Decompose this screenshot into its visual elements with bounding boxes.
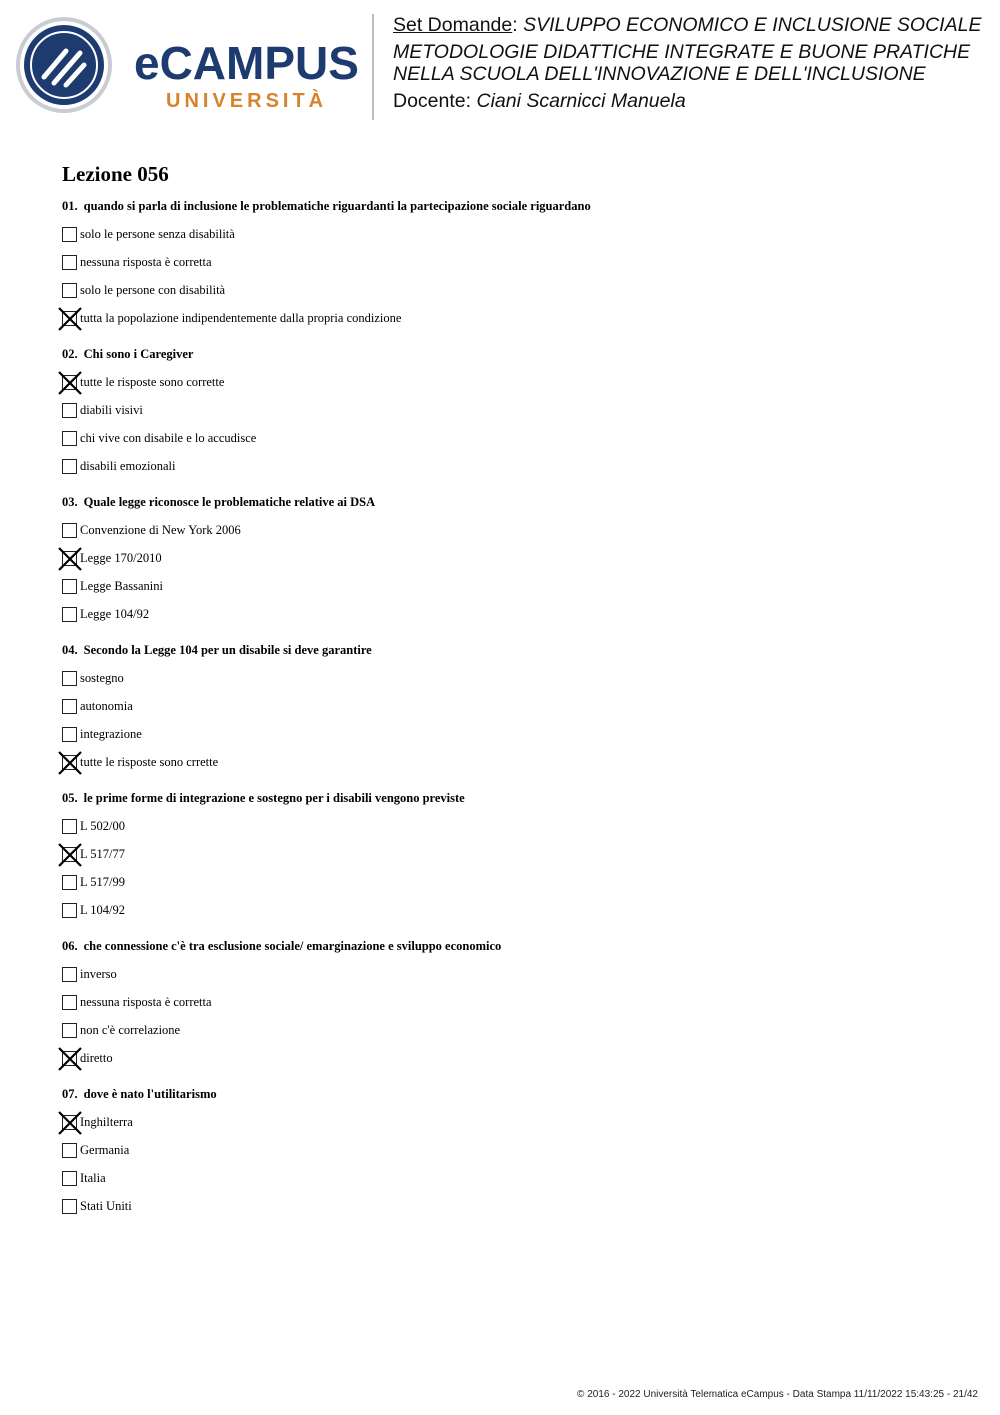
question-text [62,492,962,512]
answer-option[interactable] [62,276,962,304]
answer-option[interactable] [62,1016,962,1044]
answer-checkbox-checked[interactable] [62,755,77,770]
answer-checkbox[interactable] [62,875,77,890]
answer-checkbox[interactable] [62,671,77,686]
question-list [62,196,962,1232]
answer-label: nessuna risposta è corretta [80,994,212,1009]
answer-option[interactable] [62,572,962,600]
cross-mark-icon [57,842,83,868]
answer-option[interactable] [62,988,962,1016]
answer-checkbox[interactable] [62,995,77,1010]
answer-option[interactable] [62,896,962,924]
question-number: 06. [62,939,78,953]
answer-label: Stati Uniti [80,1198,132,1213]
logo-subtitle: UNIVERSITÀ [166,90,328,112]
answer-label: tutta la popolazione indipendentemente dalla propria condizione [80,310,402,325]
answer-option[interactable] [62,1164,962,1192]
question-block [62,196,962,332]
answer-option[interactable] [62,220,962,248]
answer-checkbox[interactable] [62,431,77,446]
cross-mark-icon [57,1110,83,1136]
question-block [62,640,962,776]
docente-name: Ciani Scarnicci Manuela [476,90,686,112]
answer-checkbox[interactable] [62,1143,77,1158]
question-label: Quale legge riconosce le problematiche relative ai DSA [83,495,376,509]
answer-label: non c'è correlazione [80,1022,181,1037]
answer-checkbox[interactable] [62,459,77,474]
page-footer: © 2016 - 2022 Università Telematica eCampus - Data Stampa 11/11/2022 15:43:25 - 21/42 [577,1389,978,1400]
answer-label: diabili visivi [80,402,143,417]
answer-label: tutte le risposte sono corrette [80,374,225,389]
answer-checkbox[interactable] [62,699,77,714]
answer-checkbox[interactable] [62,903,77,918]
question-block [62,936,962,1072]
question-block [62,492,962,628]
answer-label: inverso [80,966,117,981]
answer-label: solo le persone senza disabilità [80,226,235,241]
set-label: Set Domande [393,14,513,36]
question-block [62,344,962,480]
question-number: 01. [62,199,78,213]
answer-checkbox[interactable] [62,255,77,270]
question-number: 07. [62,1087,78,1101]
answer-checkbox-checked[interactable] [62,1051,77,1066]
docente-line: Docente: Ciani Scarnicci Manuela [393,90,686,112]
answer-label: solo le persone con disabilità [80,282,226,297]
question-block [62,788,962,924]
answer-option[interactable] [62,248,962,276]
answer-checkbox[interactable] [62,727,77,742]
answer-checkbox[interactable] [62,523,77,538]
answer-label: diretto [80,1050,113,1065]
cross-mark-icon [57,546,83,572]
answer-label: sostegno [80,670,124,685]
set-subtitle-line-2: NELLA SCUOLA DELL'INNOVAZIONE E DELL'INCLUSIONE [393,63,926,85]
answer-label: Italia [80,1170,106,1185]
question-label: dove è nato l'utilitarismo [83,1087,217,1101]
answer-checkbox[interactable] [62,819,77,834]
question-number: 05. [62,791,78,805]
question-label: le prime forme di integrazione e sostegno per i disabili vengono previste [83,791,465,805]
answer-checkbox[interactable] [62,967,77,982]
header-divider [372,14,374,120]
cross-mark-icon [57,1046,83,1072]
answer-checkbox[interactable] [62,227,77,242]
question-label: quando si parla di inclusione le problematiche riguardanti la partecipazione sociale riguardano [83,199,591,213]
answer-option[interactable] [62,396,962,424]
question-text [62,196,962,216]
answer-label: Legge 104/92 [80,606,150,621]
question-number: 04. [62,643,78,657]
answer-checkbox-checked[interactable] [62,847,77,862]
answer-label: nessuna risposta è corretta [80,254,212,269]
answer-option[interactable] [62,868,962,896]
logo-wordmark: eCAMPUS [134,37,359,89]
answer-checkbox[interactable] [62,1171,77,1186]
answer-option[interactable] [62,424,962,452]
answer-label: autonomia [80,698,133,713]
set-title-line: Set Domande: SVILUPPO ECONOMICO E INCLUSIONE SOCIALE [393,14,982,36]
header-info [393,14,993,112]
question-label: Secondo la Legge 104 per un disabile si deve garantire [83,643,372,657]
answer-checkbox[interactable] [62,283,77,298]
cross-mark-icon [57,750,83,776]
answer-option[interactable] [62,368,962,396]
answer-label: L 517/77 [80,846,126,861]
ecampus-logo [14,15,359,115]
answer-checkbox-checked[interactable] [62,311,77,326]
question-text [62,344,962,364]
question-text [62,936,962,956]
answer-label: disabili emozionali [80,458,176,473]
answer-label: integrazione [80,726,142,741]
answer-label: tutte le risposte sono crrette [80,754,219,769]
answer-label: L 517/99 [80,874,126,889]
answer-option[interactable] [62,1136,962,1164]
answer-checkbox-checked[interactable] [62,375,77,390]
answer-checkbox[interactable] [62,607,77,622]
answer-option[interactable] [62,304,962,332]
answer-checkbox[interactable] [62,1199,77,1214]
answer-label: Convenzione di New York 2006 [80,522,241,537]
question-text [62,640,962,660]
answer-option[interactable] [62,600,962,628]
answer-option[interactable] [62,692,962,720]
answer-checkbox[interactable] [62,403,77,418]
question-block [62,1084,962,1220]
page-header [0,0,1000,130]
set-subtitle-line-1: METODOLOGIE DIDATTICHE INTEGRATE E BUONE PRATICHE [393,41,971,63]
docente-label: Docente [393,90,466,112]
question-label: Chi sono i Caregiver [83,347,194,361]
answer-option[interactable] [62,748,962,776]
answer-option[interactable] [62,516,962,544]
answer-checkbox-checked[interactable] [62,551,77,566]
answer-option[interactable] [62,720,962,748]
answer-label: L 104/92 [80,902,126,917]
cross-mark-icon [57,370,83,396]
set-title: SVILUPPO ECONOMICO E INCLUSIONE SOCIALE [523,14,982,36]
question-label: che connessione c'è tra esclusione sociale/ emarginazione e sviluppo economico [83,939,502,953]
lesson-title: Lezione 056 [62,162,169,186]
answer-option[interactable] [62,960,962,988]
answer-checkbox-checked[interactable] [62,1115,77,1130]
answer-label: L 502/00 [80,818,126,833]
question-number: 02. [62,347,78,361]
question-text [62,788,962,808]
answer-option[interactable] [62,1192,962,1220]
answer-label: Inghilterra [80,1114,133,1129]
answer-label: Legge 170/2010 [80,550,162,565]
question-number: 03. [62,495,78,509]
answer-label: Germania [80,1142,130,1157]
answer-option[interactable] [62,544,962,572]
answer-option[interactable] [62,452,962,480]
answer-option[interactable] [62,812,962,840]
answer-option[interactable] [62,664,962,692]
question-text [62,1084,962,1104]
answer-option[interactable] [62,1108,962,1136]
answer-checkbox[interactable] [62,1023,77,1038]
answer-label: Legge Bassanini [80,578,163,593]
answer-option[interactable] [62,840,962,868]
cross-mark-icon [57,306,83,332]
answer-option[interactable] [62,1044,962,1072]
answer-checkbox[interactable] [62,579,77,594]
answer-label: chi vive con disabile e lo accudisce [80,430,257,445]
